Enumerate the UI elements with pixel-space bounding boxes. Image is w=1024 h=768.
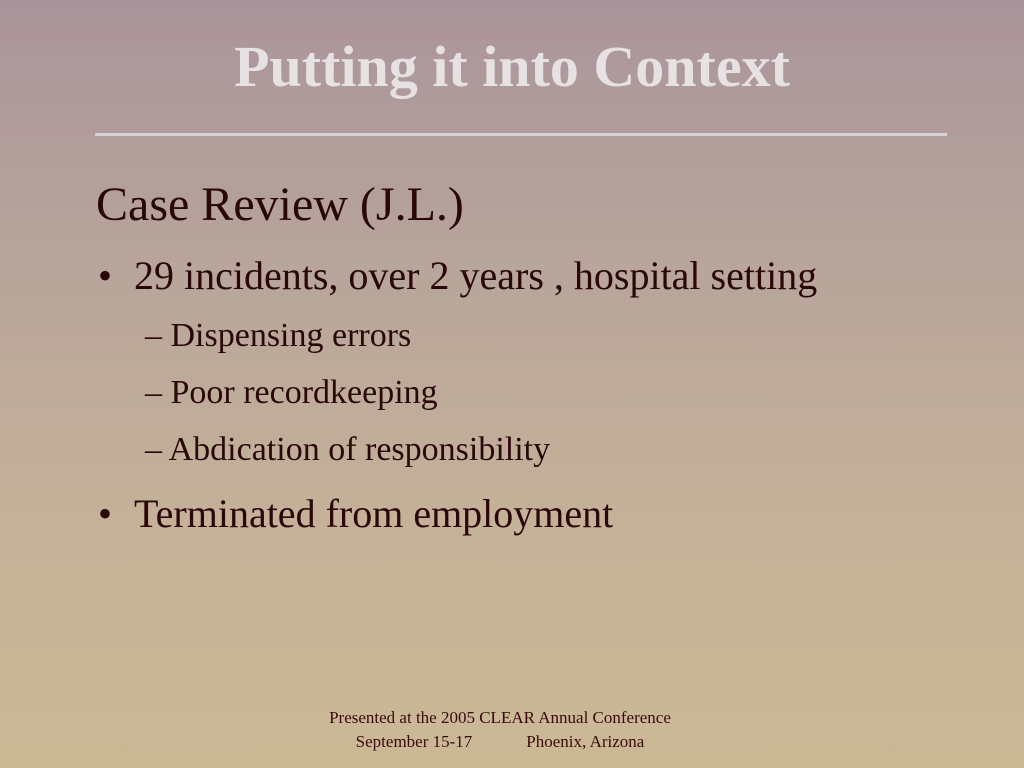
slide-footer — [0, 706, 1000, 754]
bullet-marker: • — [98, 491, 113, 536]
bullet-item-incidents — [98, 252, 817, 300]
bullet-text: Terminated from employment — [134, 491, 614, 536]
footer-conference: Presented at the 2005 CLEAR Annual Conference — [329, 708, 671, 727]
footer-dates: September 15-17 — [355, 732, 473, 751]
sub-bullet-poor-recordkeeping: – Poor recordkeeping — [145, 374, 438, 411]
bullet-text: 29 incidents, over 2 years , hospital setting — [134, 253, 818, 298]
slide-title: Putting it into Context — [234, 34, 790, 99]
footer-details — [0, 730, 1000, 754]
bullet-item-terminated — [98, 490, 613, 538]
sub-bullet-dispensing-errors: – Dispensing errors — [145, 317, 412, 354]
footer-location: Phoenix, Arizona — [526, 732, 645, 751]
bullet-marker: • — [98, 253, 113, 298]
sub-bullet-abdication: – Abdication of responsibility — [145, 431, 551, 468]
case-review-heading: Case Review (J.L.) — [96, 178, 464, 231]
